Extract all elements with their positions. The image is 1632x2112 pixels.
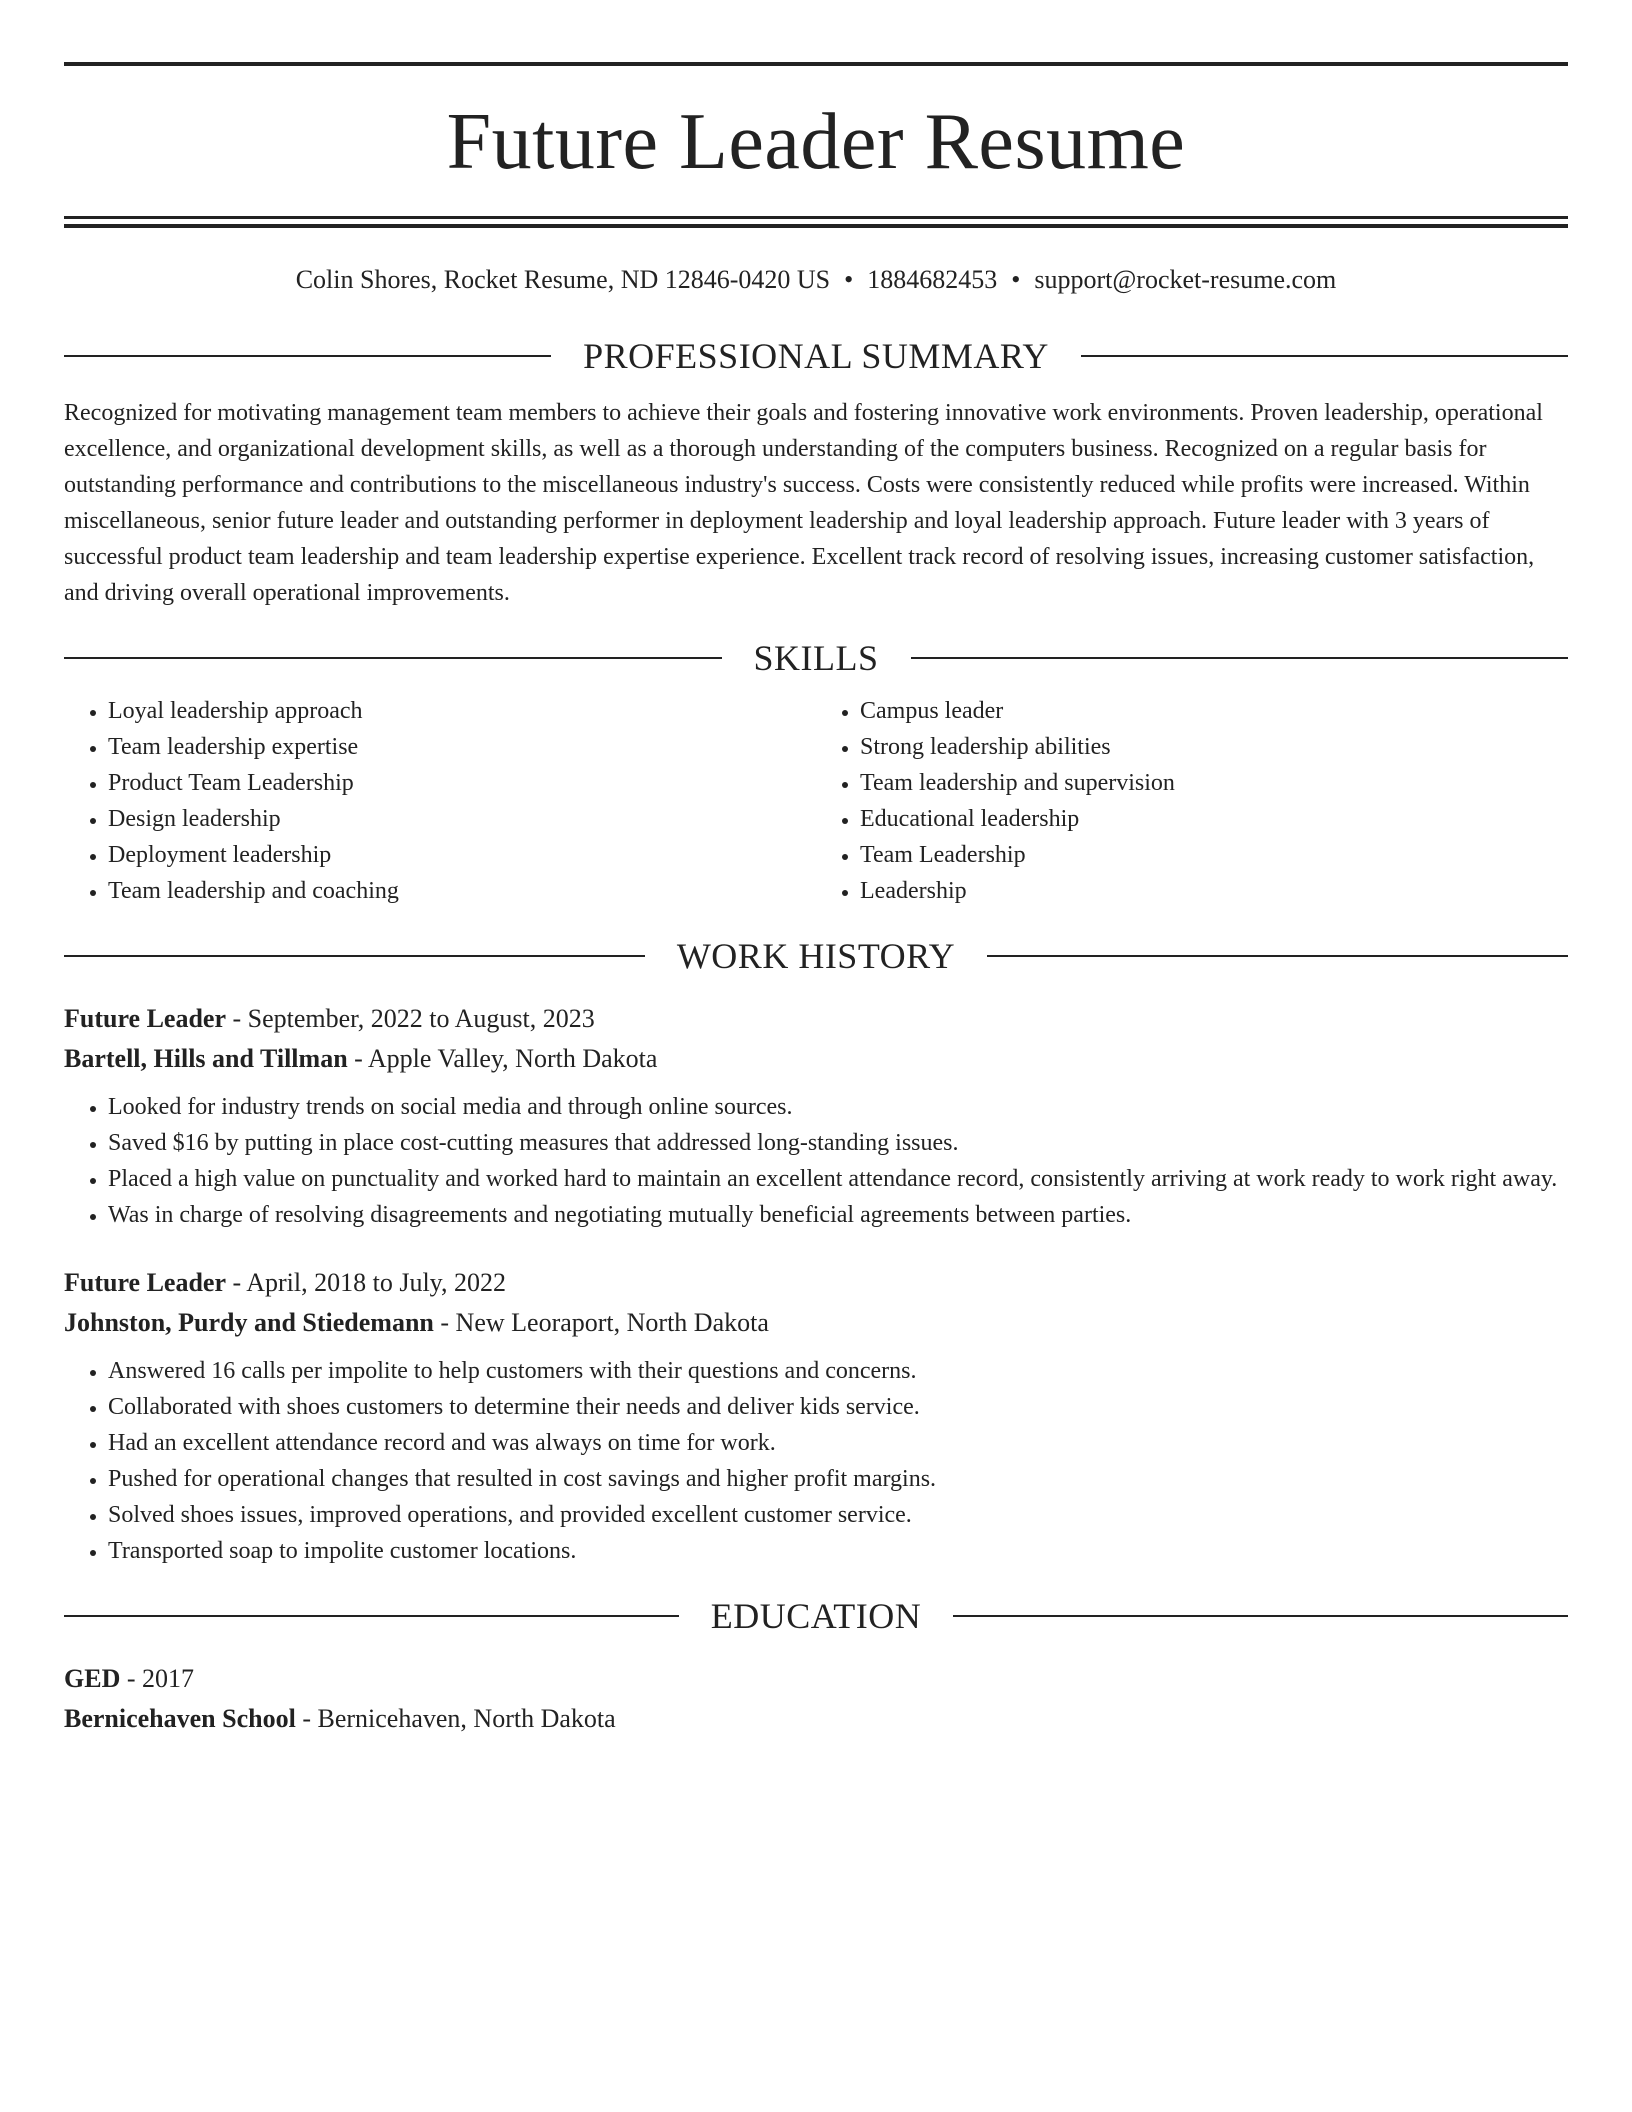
skill-item: • Campus leader (860, 693, 1568, 729)
divider-line (911, 657, 1569, 659)
job-bullet: • Placed a high value on punctuality and worked hard to maintain an excellent attendance record, consistently arriving at work ready to work right away. (108, 1161, 1568, 1197)
section-title-education: EDUCATION (710, 1596, 922, 1637)
job-bullets (64, 1089, 1568, 1233)
job-bullet: • Solved shoes issues, improved operations, and provided excellent customer service. (108, 1497, 1568, 1533)
job-entry (64, 999, 1568, 1233)
contact-phone: 1884682453 (867, 265, 998, 294)
skill-item: • Educational leadership (860, 801, 1568, 837)
job-bullet: • Had an excellent attendance record and was always on time for work. (108, 1425, 1568, 1461)
job-bullet: • Saved $16 by putting in place cost-cutting measures that addressed long-standing issues. (108, 1125, 1568, 1161)
education-degree: GED (64, 1664, 121, 1694)
skill-item: • Team leadership and coaching (108, 873, 816, 909)
title-double-rule (64, 216, 1568, 228)
job-company: Johnston, Purdy and Stiedemann (64, 1308, 434, 1338)
job-entry (64, 1263, 1568, 1569)
divider-line (64, 1615, 679, 1617)
job-bullet: • Collaborated with shoes customers to determine their needs and deliver kids service. (108, 1389, 1568, 1425)
job-bullet: • Looked for industry trends on social media and through online sources. (108, 1089, 1568, 1125)
section-header-summary (64, 335, 1568, 377)
job-title: Future Leader (64, 1004, 226, 1034)
job-dates: - September, 2022 to August, 2023 (226, 1004, 595, 1034)
contact-line (64, 264, 1568, 295)
summary-text: Recognized for motivating management team members to achieve their goals and fostering innovative work environments. Proven leadership, operational excellence, and organizational development skills, as well as a thorough understanding of the computers business. Recognized on a regular basis for outstanding performance and contributions to the miscellaneous industry's success. Costs were consistently reduced while profits were increased. Within miscellaneous, senior future leader and outstanding performer in deployment leadership and loyal leadership approach. Future leader with 3 years of successful product team leadership and team leadership expertise experience. Excellent track record of resolving issues, increasing customer satisfaction, and driving overall operational improvements. (64, 400, 1543, 607)
skill-item: • Team leadership and supervision (860, 765, 1568, 801)
divider-line (64, 355, 551, 357)
job-location: - New Leoraport, North Dakota (433, 1308, 769, 1338)
job-bullet: • Was in charge of resolving disagreements and negotiating mutually beneficial agreements between parties. (108, 1197, 1568, 1233)
section-title-skills: SKILLS (753, 638, 879, 679)
education-school-line (64, 1699, 1568, 1739)
skill-item: • Leadership (860, 873, 1568, 909)
divider-line (64, 657, 722, 659)
divider-line (64, 955, 645, 957)
job-company: Bartell, Hills and Tillman (64, 1044, 348, 1074)
skill-item: • Design leadership (108, 801, 816, 837)
contact-address: Colin Shores, Rocket Resume, ND 12846-0420 US (295, 265, 831, 294)
job-title-line (64, 999, 1568, 1039)
skill-item: • Strong leadership abilities (860, 729, 1568, 765)
job-bullets (64, 1353, 1568, 1569)
job-bullet: • Transported soap to impolite customer locations. (108, 1533, 1568, 1569)
section-title-work: WORK HISTORY (676, 936, 956, 977)
job-dates: - April, 2018 to July, 2022 (226, 1268, 506, 1298)
page-title: Future Leader Resume (446, 98, 1186, 186)
job-bullet: • Answered 16 calls per impolite to help customers with their questions and concerns. (108, 1353, 1568, 1389)
education-degree-line (64, 1659, 1568, 1699)
section-title-summary: PROFESSIONAL SUMMARY (583, 336, 1049, 377)
divider-line (987, 955, 1568, 957)
skill-item: • Product Team Leadership (108, 765, 816, 801)
top-rule (64, 62, 1568, 66)
contact-email: support@rocket-resume.com (1034, 265, 1337, 294)
job-company-line (64, 1039, 1568, 1079)
education-entry (64, 1659, 1568, 1739)
education-location: - Bernicehaven, North Dakota (295, 1704, 616, 1734)
divider-line (1081, 355, 1568, 357)
section-header-work (64, 935, 1568, 977)
job-title-line (64, 1263, 1568, 1303)
job-title: Future Leader (64, 1268, 226, 1298)
education-school: Bernicehaven School (64, 1704, 296, 1734)
job-bullet: • Pushed for operational changes that resulted in cost savings and higher profit margins. (108, 1461, 1568, 1497)
skills-list-left (64, 693, 816, 909)
education-year: - 2017 (120, 1664, 195, 1694)
skills-grid (64, 693, 1568, 909)
job-company-line (64, 1303, 1568, 1343)
skill-item: • Team leadership expertise (108, 729, 816, 765)
section-header-education (64, 1595, 1568, 1637)
contact-separator: • (1011, 265, 1021, 294)
skill-item: • Team Leadership (860, 837, 1568, 873)
skill-item: • Deployment leadership (108, 837, 816, 873)
contact-separator: • (844, 265, 854, 294)
skill-item: • Loyal leadership approach (108, 693, 816, 729)
section-header-skills (64, 637, 1568, 679)
skills-list-right (816, 693, 1568, 909)
divider-line (953, 1615, 1568, 1617)
job-location: - Apple Valley, North Dakota (347, 1044, 658, 1074)
